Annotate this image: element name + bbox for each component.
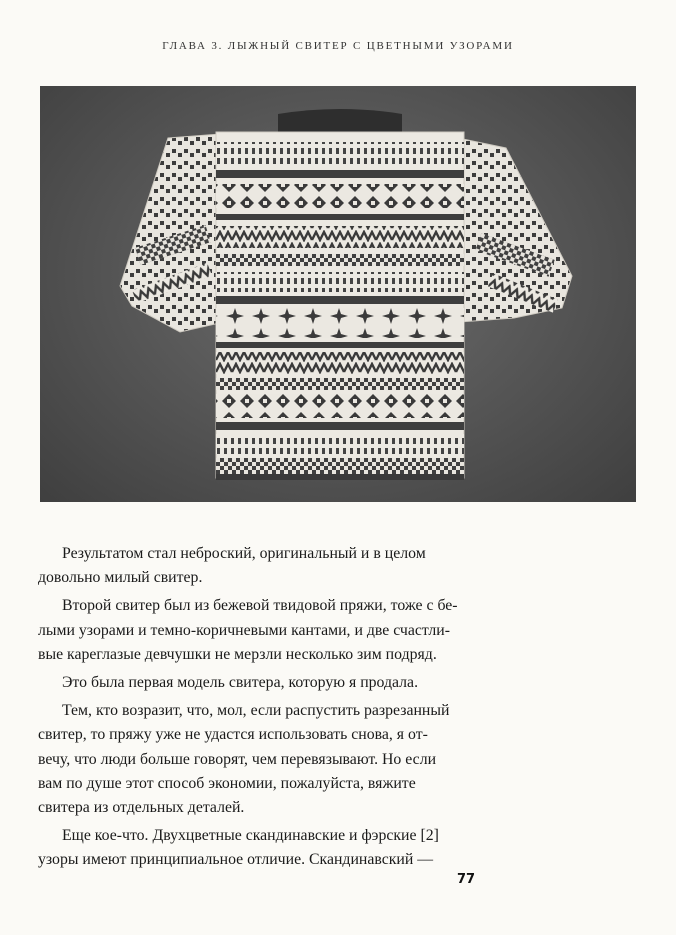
paragraph: [38, 594, 482, 667]
paragraph: [38, 699, 482, 820]
text-line: Результатом стал неброский, оригинальный и в целом: [62, 545, 426, 562]
paragraph: [38, 542, 482, 590]
text-line: Еще кое-что. Двухцветные скандинавские и фэрские [2]: [62, 827, 439, 845]
text-line: Второй свитер был из бежевой твидовой пряжи, тоже с бе-: [62, 597, 458, 615]
page-number: 77: [457, 872, 476, 887]
text-line: вам по душе этот способ экономии, пожалуйста, вяжите: [38, 774, 416, 792]
paragraph: [62, 671, 482, 695]
body-text: [38, 542, 482, 873]
text-line: Это была первая модель свитера, которую я продала.: [62, 674, 419, 692]
text-line: лыми узорами и темно-коричневыми кантами, и две счастли-: [38, 621, 450, 639]
text-line: узоры имеют принципиальное отличие. Скандинавский —: [38, 851, 434, 869]
text-line: свитера из отдельных деталей.: [38, 799, 245, 817]
text-line: вые кареглазые девчушки не мерзли несколько зим подряд.: [38, 645, 437, 663]
text-line: свитер, то пряжу уже не удастся использовать снова, я от-: [38, 726, 428, 744]
text-line: вечу, что люди больше говорят, чем перевязывают. Но если: [38, 750, 437, 768]
running-header: ГЛАВА 3. ЛЫЖНЫЙ СВИТЕР С ЦВЕТНЫМИ УЗОРАМИ: [162, 40, 514, 52]
text-line: Тем, кто возразит, что, мол, если распустить разрезанный: [62, 702, 450, 720]
paragraph: [38, 824, 482, 872]
sweater-photo: [40, 86, 636, 502]
text-line: довольно милый свитер.: [38, 569, 203, 587]
